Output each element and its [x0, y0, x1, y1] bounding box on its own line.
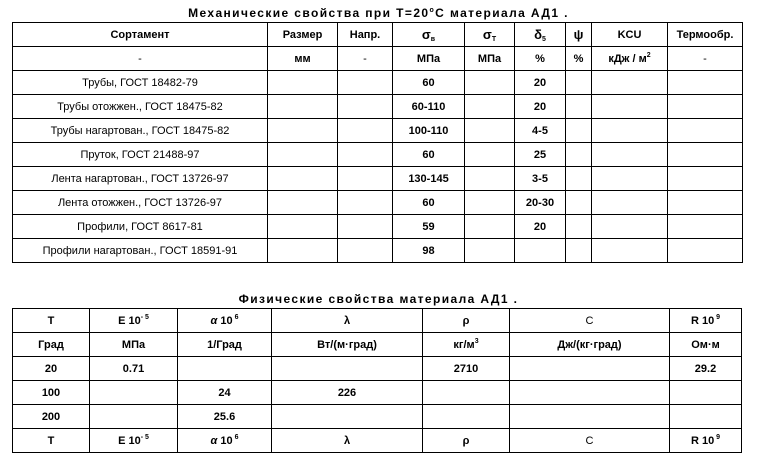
- row-sigma-t: [465, 119, 515, 143]
- row-dir: [338, 119, 393, 143]
- row-dir: [338, 71, 393, 95]
- row-r: [670, 381, 742, 405]
- row-e: [90, 381, 178, 405]
- row-termo: [668, 95, 743, 119]
- row-lambda: [272, 357, 423, 381]
- header-lambda: λ: [272, 309, 423, 333]
- row-c: [510, 381, 670, 405]
- footer-rho: ρ: [423, 429, 510, 453]
- table-row: [13, 71, 743, 95]
- row-alpha: 24: [178, 381, 272, 405]
- row-sigma-t: [465, 167, 515, 191]
- row-sigma-t: [465, 143, 515, 167]
- mechanical-properties-title: Механические свойства при $Т=20^oC$ материала АД1 .: [188, 6, 569, 20]
- row-name: Пруток, ГОСТ 21488-97: [13, 143, 268, 167]
- row-termo: [668, 119, 743, 143]
- header-psi: ψ: [566, 23, 592, 47]
- row-name: Трубы нагартован., ГОСТ 18475-82: [13, 119, 268, 143]
- row-size: [268, 119, 338, 143]
- row-kcu: [592, 143, 668, 167]
- header-t: T: [13, 309, 90, 333]
- footer-lambda: λ: [272, 429, 423, 453]
- header-napr: Напр.: [338, 23, 393, 47]
- row-psi: [566, 191, 592, 215]
- row-sigma-t: [465, 191, 515, 215]
- row-psi: [566, 143, 592, 167]
- row-psi: [566, 71, 592, 95]
- row-alpha: 25.6: [178, 405, 272, 429]
- row-dir: [338, 167, 393, 191]
- row-delta-5: 25: [515, 143, 566, 167]
- row-name: Профили нагартован., ГОСТ 18591-91: [13, 239, 268, 263]
- row-sigma-b: 60-110: [393, 95, 465, 119]
- table-row: [13, 381, 742, 405]
- row-psi: [566, 239, 592, 263]
- header-termo: Термообр.: [668, 23, 743, 47]
- table-row: [13, 143, 743, 167]
- footer-c: C: [510, 429, 670, 453]
- unit-lambda: Вт/(м·град): [272, 333, 423, 357]
- unit-c: Дж/(кг·град): [510, 333, 670, 357]
- row-c: [510, 405, 670, 429]
- footer-t: T: [13, 429, 90, 453]
- row-psi: [566, 167, 592, 191]
- physical-properties-title: Физические свойства материала АД1 .: [238, 292, 519, 306]
- row-delta-5: 20: [515, 71, 566, 95]
- unit-r: Ом·м: [670, 333, 742, 357]
- table-row: [13, 357, 742, 381]
- unit-alpha: 1/Град: [178, 333, 272, 357]
- table-row: [13, 95, 743, 119]
- header-delta-5: $\delta_5$: [515, 23, 566, 47]
- row-dir: [338, 191, 393, 215]
- row-sigma-t: [465, 239, 515, 263]
- row-rho: [423, 381, 510, 405]
- row-delta-5: 4-5: [515, 119, 566, 143]
- row-dir: [338, 95, 393, 119]
- row-sigma-t: [465, 95, 515, 119]
- row-r: 29.2: [670, 357, 742, 381]
- row-psi: [566, 95, 592, 119]
- row-size: [268, 143, 338, 167]
- phys-units-row: [13, 333, 742, 357]
- row-rho: [423, 405, 510, 429]
- unit-delta-5: %: [515, 47, 566, 71]
- table-row: [13, 215, 743, 239]
- row-sigma-b: 59: [393, 215, 465, 239]
- row-delta-5: 20: [515, 95, 566, 119]
- unit-t: Град: [13, 333, 90, 357]
- row-t: 200: [13, 405, 90, 429]
- header-rho: ρ: [423, 309, 510, 333]
- row-sigma-b: 98: [393, 239, 465, 263]
- unit-sigma-b: МПа: [393, 47, 465, 71]
- header-r: R 10 $^9$: [670, 309, 742, 333]
- row-name: Трубы отожжен., ГОСТ 18475-82: [13, 95, 268, 119]
- row-sigma-b: 60: [393, 71, 465, 95]
- row-c: [510, 357, 670, 381]
- row-kcu: [592, 167, 668, 191]
- header-e: E $10^{- 5}$: [90, 309, 178, 333]
- row-size: [268, 191, 338, 215]
- table-row: [13, 167, 743, 191]
- row-size: [268, 167, 338, 191]
- row-dir: [338, 143, 393, 167]
- row-alpha: [178, 357, 272, 381]
- row-termo: [668, 167, 743, 191]
- row-name: Профили, ГОСТ 8617-81: [13, 215, 268, 239]
- row-name: Трубы, ГОСТ 18482-79: [13, 71, 268, 95]
- row-dir: [338, 215, 393, 239]
- row-lambda: [272, 405, 423, 429]
- row-e: 0.71: [90, 357, 178, 381]
- row-kcu: [592, 119, 668, 143]
- row-sigma-b: 60: [393, 191, 465, 215]
- physical-properties-table: [12, 308, 742, 453]
- row-name: Лента отожжен., ГОСТ 13726-97: [13, 191, 268, 215]
- footer-r: R 10 $^9$: [670, 429, 742, 453]
- row-size: [268, 95, 338, 119]
- row-sigma-b: 100-110: [393, 119, 465, 143]
- row-sigma-b: 130-145: [393, 167, 465, 191]
- header-alpha: α 10 $^6$: [178, 309, 272, 333]
- row-name: Лента нагартован., ГОСТ 13726-97: [13, 167, 268, 191]
- row-rho: 2710: [423, 357, 510, 381]
- row-delta-5: 3-5: [515, 167, 566, 191]
- unit-termo: -: [668, 47, 743, 71]
- row-kcu: [592, 215, 668, 239]
- row-sigma-t: [465, 71, 515, 95]
- unit-psi: %: [566, 47, 592, 71]
- unit-rho: $кг/м^3$: [423, 333, 510, 357]
- row-size: [268, 215, 338, 239]
- unit-napr: -: [338, 47, 393, 71]
- header-sigma-t: $\sigma_T$: [465, 23, 515, 47]
- unit-kcu: кДж / $м^2$: [592, 47, 668, 71]
- footer-alpha: α 10 $^6$: [178, 429, 272, 453]
- mech-header-row: [13, 23, 743, 47]
- row-psi: [566, 215, 592, 239]
- table-row: [13, 405, 742, 429]
- phys-header-row: [13, 309, 742, 333]
- row-termo: [668, 239, 743, 263]
- row-termo: [668, 143, 743, 167]
- row-termo: [668, 71, 743, 95]
- row-e: [90, 405, 178, 429]
- header-sigma-b: $\sigma_в$: [393, 23, 465, 47]
- unit-e: МПа: [90, 333, 178, 357]
- footer-e: E $10^{- 5}$: [90, 429, 178, 453]
- unit-razmer: мм: [268, 47, 338, 71]
- row-t: 20: [13, 357, 90, 381]
- row-delta-5: [515, 239, 566, 263]
- header-razmer: Размер: [268, 23, 338, 47]
- row-size: [268, 239, 338, 263]
- row-r: [670, 405, 742, 429]
- table-row: [13, 239, 743, 263]
- row-termo: [668, 215, 743, 239]
- row-delta-5: 20: [515, 215, 566, 239]
- unit-sortament: -: [13, 47, 268, 71]
- row-sigma-b: 60: [393, 143, 465, 167]
- unit-sigma-t: МПа: [465, 47, 515, 71]
- table-row: [13, 191, 743, 215]
- row-size: [268, 71, 338, 95]
- header-sortament: Сортамент: [13, 23, 268, 47]
- row-dir: [338, 239, 393, 263]
- row-kcu: [592, 71, 668, 95]
- row-termo: [668, 191, 743, 215]
- row-sigma-t: [465, 215, 515, 239]
- row-t: 100: [13, 381, 90, 405]
- mech-units-row: [13, 47, 743, 71]
- row-kcu: [592, 239, 668, 263]
- row-lambda: 226: [272, 381, 423, 405]
- row-kcu: [592, 95, 668, 119]
- row-delta-5: 20-30: [515, 191, 566, 215]
- phys-footer-row: [13, 429, 742, 453]
- mechanical-properties-table: [12, 22, 743, 263]
- row-psi: [566, 119, 592, 143]
- table-row: [13, 119, 743, 143]
- header-kcu: KCU: [592, 23, 668, 47]
- header-c: C: [510, 309, 670, 333]
- row-kcu: [592, 191, 668, 215]
